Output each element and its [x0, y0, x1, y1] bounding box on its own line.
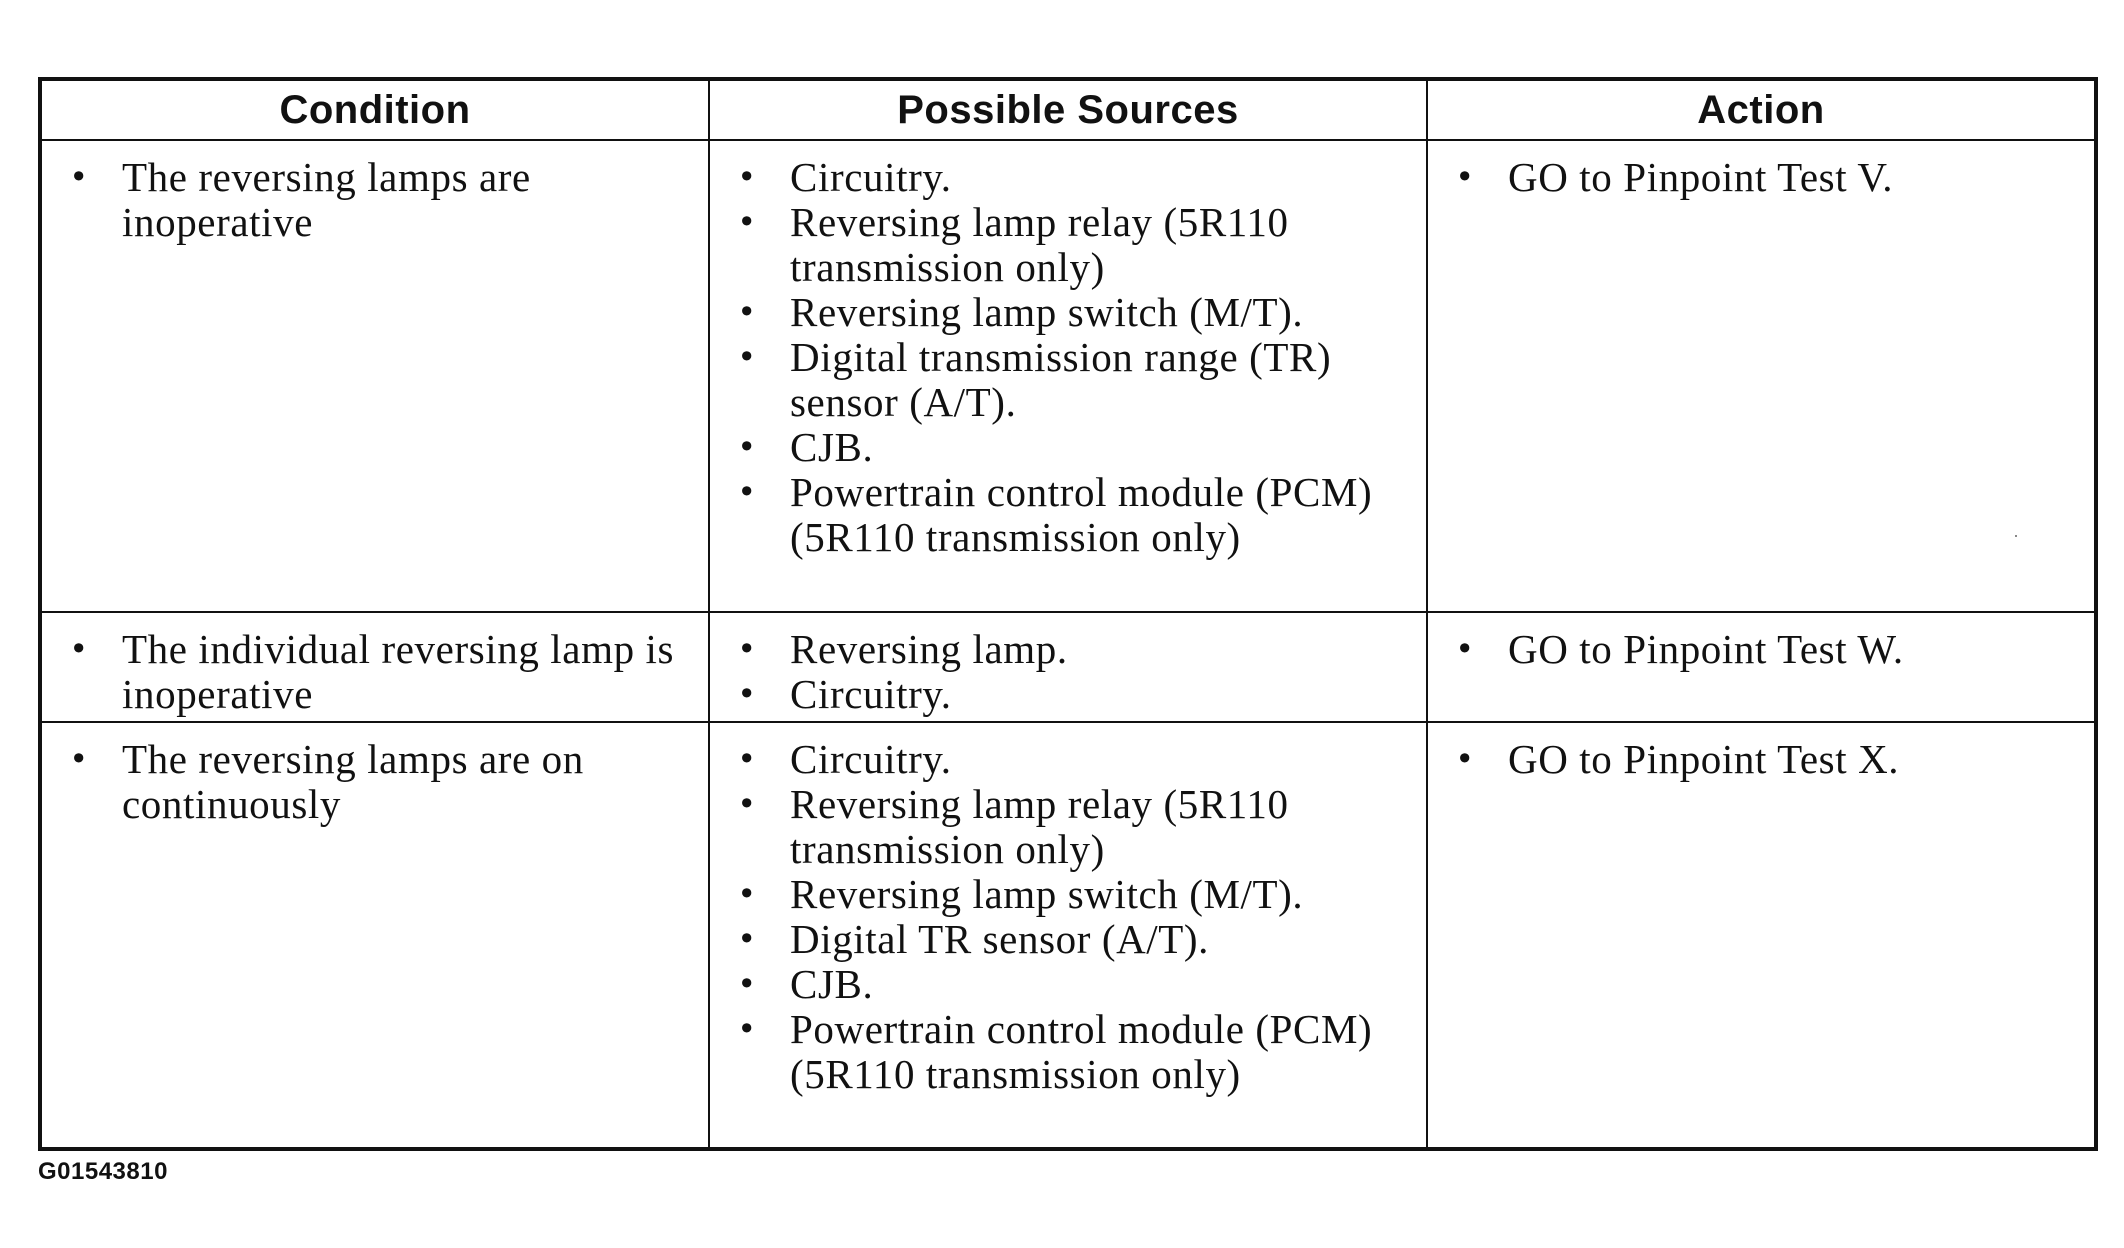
- sources-text: Reversing lamp relay (5R110 transmission only): [790, 781, 1289, 872]
- sources-list-item: [710, 782, 1406, 872]
- sources-text: Reversing lamp switch (M/T).: [790, 289, 1304, 335]
- bullet-icon: •: [1455, 158, 1475, 196]
- header-condition: Condition: [40, 79, 709, 140]
- bullet-icon: •: [737, 1010, 757, 1048]
- sources-text: CJB.: [790, 424, 874, 470]
- action-cell: [1427, 612, 2096, 722]
- bullet-icon: •: [737, 965, 757, 1003]
- sources-list-item: [710, 425, 1406, 470]
- scan-speck: [2015, 535, 2017, 537]
- bullet-icon: •: [1455, 740, 1475, 778]
- condition-cell: [40, 140, 709, 612]
- condition-cell: [40, 612, 709, 722]
- header-action: Action: [1427, 79, 2096, 140]
- condition-cell: [40, 722, 709, 1149]
- condition-text: The individual reversing lamp is inoperative: [122, 626, 675, 717]
- sources-list-item: [710, 737, 1406, 782]
- sources-list-item: [710, 672, 1406, 717]
- bullet-icon: •: [69, 158, 89, 196]
- bullet-icon: •: [737, 785, 757, 823]
- sources-list-item: [710, 962, 1406, 1007]
- condition-text: The reversing lamps are inoperative: [122, 154, 531, 245]
- sources-text: Circuitry.: [790, 736, 952, 782]
- sources-list-item: [710, 335, 1406, 425]
- sources-text: Reversing lamp relay (5R110 transmission only): [790, 199, 1289, 290]
- sources-text: CJB.: [790, 961, 874, 1007]
- bullet-icon: •: [69, 740, 89, 778]
- bullet-icon: •: [737, 158, 757, 196]
- sources-text: Reversing lamp.: [790, 626, 1068, 672]
- sources-list-item: [710, 627, 1406, 672]
- figure-id: G01543810: [38, 1158, 168, 1185]
- sources-list-item: [710, 155, 1406, 200]
- bullet-icon: •: [737, 428, 757, 466]
- bullet-icon: •: [1455, 630, 1475, 668]
- condition-list-item: [42, 155, 688, 245]
- bullet-icon: •: [737, 338, 757, 376]
- bullet-icon: •: [737, 630, 757, 668]
- sources-list-item: [710, 872, 1406, 917]
- bullet-icon: •: [737, 875, 757, 913]
- header-row: [40, 79, 2096, 140]
- sources-list-item: [710, 200, 1406, 290]
- action-list-item: [1428, 627, 2074, 672]
- sources-list-item: [710, 470, 1406, 560]
- sources-list-item: [710, 917, 1406, 962]
- action-list-item: [1428, 737, 2074, 782]
- condition-list-item: [42, 627, 688, 717]
- action-list-item: [1428, 155, 2074, 200]
- sources-text: Digital TR sensor (A/T).: [790, 916, 1210, 962]
- sources-text: Digital transmission range (TR) sensor (A/T).: [790, 334, 1332, 425]
- condition-list-item: [42, 737, 688, 827]
- action-cell: [1427, 140, 2096, 612]
- action-text: GO to Pinpoint Test X.: [1508, 736, 1900, 782]
- header-possible-sources: Possible Sources: [709, 79, 1427, 140]
- sources-list-item: [710, 1007, 1406, 1097]
- action-text: GO to Pinpoint Test V.: [1508, 154, 1894, 200]
- sources-text: Circuitry.: [790, 671, 952, 717]
- bullet-icon: •: [737, 473, 757, 511]
- bullet-icon: •: [737, 675, 757, 713]
- bullet-icon: •: [737, 203, 757, 241]
- bullet-icon: •: [737, 740, 757, 778]
- sources-text: Powertrain control module (PCM) (5R110 transmission only): [790, 469, 1373, 560]
- bullet-icon: •: [737, 920, 757, 958]
- action-text: GO to Pinpoint Test W.: [1508, 626, 1904, 672]
- possible-sources-cell: [709, 722, 1427, 1149]
- sources-text: Reversing lamp switch (M/T).: [790, 871, 1304, 917]
- action-cell: [1427, 722, 2096, 1149]
- table-row: [40, 612, 2096, 722]
- sources-list-item: [710, 290, 1406, 335]
- bullet-icon: •: [69, 630, 89, 668]
- possible-sources-cell: [709, 612, 1427, 722]
- symptom-chart-table: [38, 77, 2098, 1151]
- condition-text: The reversing lamps are on continuously: [122, 736, 584, 827]
- possible-sources-cell: [709, 140, 1427, 612]
- sources-text: Circuitry.: [790, 154, 952, 200]
- bullet-icon: •: [737, 293, 757, 331]
- table-row: [40, 722, 2096, 1149]
- sources-text: Powertrain control module (PCM) (5R110 transmission only): [790, 1006, 1373, 1097]
- table-row: [40, 140, 2096, 612]
